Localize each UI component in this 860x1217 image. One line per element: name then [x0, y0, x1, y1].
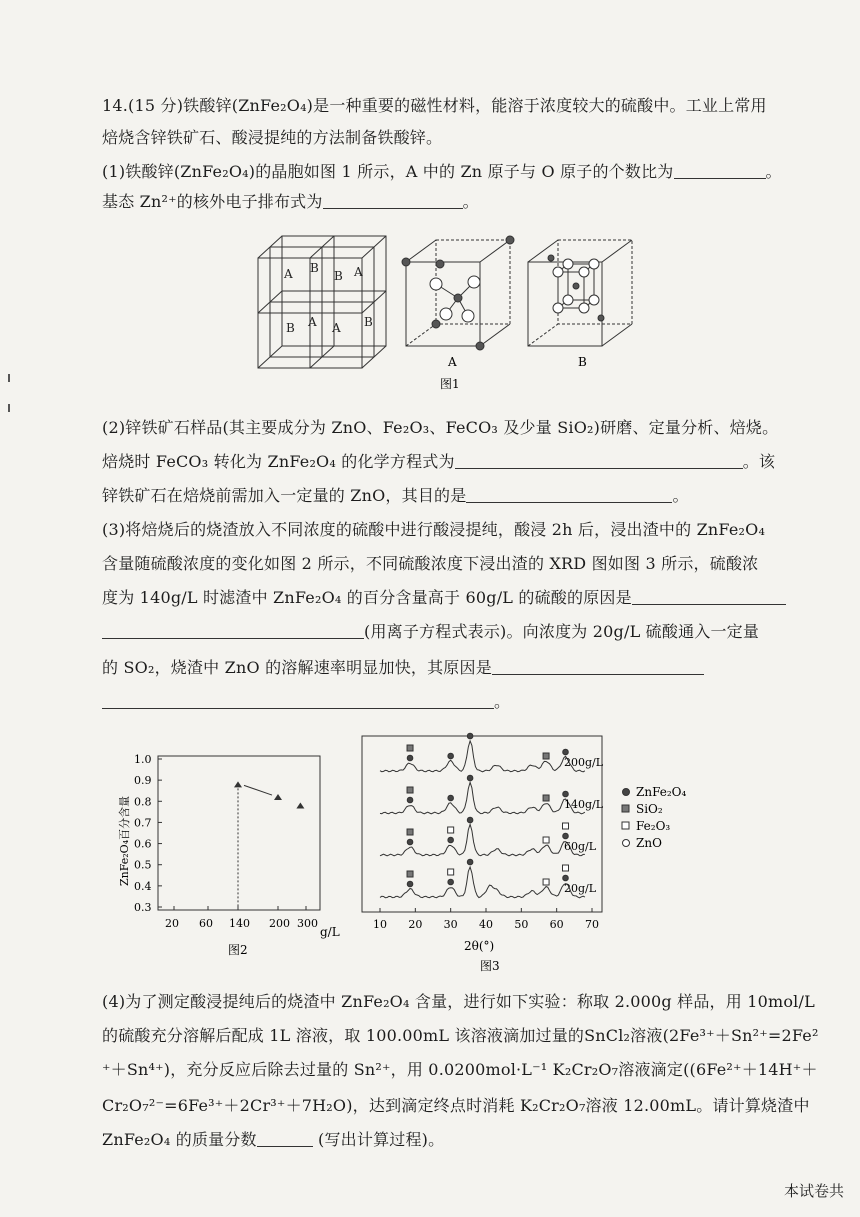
- square-marker: [407, 787, 413, 793]
- answer-blank-5[interactable]: [632, 590, 786, 605]
- part1-text-b: 基态 Zn²⁺的核外电子排布式为: [102, 192, 323, 211]
- part1-text-a: (1)铁酸锌(ZnFe₂O₄)的晶胞如图 1 所示，A 中的 Zn 原子与 O 原子的个数比为: [102, 162, 674, 181]
- data-point: [274, 794, 282, 800]
- filled-circle-marker: [448, 795, 454, 801]
- answer-blank-6[interactable]: [492, 660, 704, 675]
- x-tick-label: 50: [514, 918, 529, 931]
- square-marker: [407, 829, 413, 835]
- answer-blank-1[interactable]: [674, 164, 766, 179]
- part2-line-b: [102, 452, 775, 472]
- filled-circle-marker: [467, 817, 473, 823]
- filled-circle-marker: [407, 881, 413, 887]
- part1-end-b: 。: [462, 192, 479, 211]
- legend-hatched-square-icon: [622, 805, 629, 812]
- figure-2-caption: 图2: [228, 943, 248, 957]
- y-tick-label: 0.9: [134, 774, 152, 788]
- figure-2-xunit: g/L: [320, 925, 340, 939]
- margin-mark: [8, 404, 10, 412]
- answer-blank-7[interactable]: [257, 1132, 313, 1147]
- trace-label: 140g/L: [564, 798, 604, 811]
- cell-label: B: [334, 269, 343, 283]
- y-tick-label: 1.0: [134, 753, 152, 766]
- square-marker: [407, 745, 413, 751]
- square-marker: [543, 879, 549, 885]
- figure-3-caption: 图3: [480, 959, 500, 973]
- part4-line-e: [102, 1130, 444, 1150]
- part4-end-e: (写出计算过程)。: [312, 1130, 445, 1149]
- plot-frame: [158, 756, 320, 910]
- part2-end-b: 。该: [742, 452, 776, 471]
- part2-line-c: [102, 486, 689, 506]
- part1-line-a: [102, 162, 782, 182]
- part3-text-e: 的 SO₂，烧渣中 ZnO 的溶解速率明显加快，其原因是: [102, 658, 492, 677]
- part3-text-d: (用离子方程式表示)。向浓度为 20g/L 硫酸通入一定量: [364, 622, 760, 641]
- trend-arrow: [244, 785, 272, 795]
- question-line-1: 14.(15 分)铁酸锌(ZnFe₂O₄)是一种重要的磁性材料，能溶于浓度较大的硫酸中。工业上常用: [102, 96, 767, 115]
- answer-blank-6b[interactable]: [102, 694, 494, 709]
- filled-circle-marker: [563, 749, 569, 755]
- part3-line-e: [102, 658, 704, 678]
- x-tick-label: 200: [269, 917, 290, 930]
- trace-label: 60g/L: [564, 840, 597, 853]
- filled-circle-marker: [407, 839, 413, 845]
- part3-line-b: 含量随硫酸浓度的变化如图 2 所示，不同硫酸浓度下浸出渣的 XRD 图如图 3 所示，硫酸浓: [102, 554, 759, 573]
- part4-text-e: ZnFe₂O₄ 的质量分数: [102, 1130, 257, 1149]
- legend-open-circle-icon: [623, 840, 630, 847]
- filled-circle-marker: [467, 775, 473, 781]
- x-tick-label: 10: [373, 918, 387, 931]
- y-tick-label: 0.5: [134, 858, 152, 872]
- y-tick-label: 0.3: [134, 901, 152, 914]
- figure-1-caption: 图1: [440, 377, 460, 391]
- square-marker: [563, 865, 569, 871]
- part3-line-d: [102, 622, 759, 642]
- x-tick-label: 30: [443, 918, 458, 931]
- question-line-2: 焙烧含锌铁矿石、酸浸提纯的方法制备铁酸锌。: [102, 128, 443, 147]
- x-tick-label: 20: [408, 918, 423, 931]
- legend-open-square-icon: [622, 822, 629, 829]
- filled-circle-marker: [467, 859, 473, 865]
- part1-end-a: 。: [765, 162, 782, 181]
- part3-line-f: [102, 692, 510, 712]
- y-tick-label: 0.4: [134, 879, 152, 893]
- part3-text-c: 度为 140g/L 时滤渣中 ZnFe₂O₄ 的百分含量高于 60g/L 的硫酸的原因是: [102, 588, 632, 607]
- cell-label: A: [308, 315, 317, 329]
- trace-label: 20g/L: [564, 882, 597, 895]
- data-point: [296, 803, 304, 809]
- cell-b-label: B: [578, 355, 587, 369]
- x-tick-label: 20: [165, 917, 179, 930]
- y-tick-label: 0.7: [134, 816, 152, 830]
- filled-circle-marker: [448, 753, 454, 759]
- x-tick-label: 140: [229, 917, 250, 930]
- filled-circle-marker: [407, 755, 413, 761]
- x-tick-label: 60: [199, 917, 213, 930]
- answer-blank-3[interactable]: [455, 454, 743, 469]
- square-marker: [543, 837, 549, 843]
- part2-text-b: 焙烧时 FeCO₃ 转化为 ZnFe₂O₄ 的化学方程式为: [102, 452, 455, 471]
- filled-circle-marker: [563, 791, 569, 797]
- legend-label: ZnFe₂O₄: [636, 785, 687, 799]
- y-tick-label: 0.8: [134, 795, 152, 809]
- square-marker: [448, 869, 454, 875]
- figure-3-xrd: [360, 730, 730, 980]
- answer-blank-4[interactable]: [466, 488, 672, 503]
- filled-circle-marker: [467, 733, 473, 739]
- x-tick-label: 70: [585, 918, 599, 931]
- filled-circle-marker: [407, 797, 413, 803]
- legend-label: SiO₂: [636, 802, 663, 816]
- page-footer: 本试卷共: [783, 1182, 844, 1200]
- part4-line-d: Cr₂O₇²⁻=6Fe³⁺＋2Cr³⁺＋7H₂O)，达到滴定终点时消耗 K₂Cr₂O₇溶液 12.00mL。请计算烧渣中: [102, 1096, 810, 1115]
- x-tick-label: 60: [549, 918, 564, 931]
- cell-label: A: [284, 267, 293, 281]
- trace-label: 200g/L: [564, 756, 604, 769]
- part3-line-c: [102, 588, 786, 608]
- part1-line-b: [102, 192, 479, 212]
- part4-line-c: ⁺＋Sn⁴⁺)，充分反应后除去过量的 Sn²⁺，用 0.0200mol·L⁻¹ K₂Cr₂O₇溶液滴定((6Fe²⁺＋14H⁺＋: [102, 1060, 818, 1079]
- square-marker: [543, 753, 549, 759]
- answer-blank-2[interactable]: [323, 194, 463, 209]
- x-tick-label: 300: [297, 917, 318, 930]
- cell-label: A: [354, 265, 363, 279]
- y-tick-label: 0.6: [134, 837, 152, 851]
- square-marker: [407, 871, 413, 877]
- legend-label: Fe₂O₃: [636, 819, 671, 833]
- part4-line-b: 的硫酸充分溶解后配成 1L 溶液，取 100.00mL 该溶液滴加过量的SnCl₂溶液(2Fe³⁺＋Sn²⁺=2Fe²: [102, 1026, 819, 1045]
- cell-label: B: [364, 315, 373, 329]
- cell-label: B: [286, 321, 295, 335]
- figure-3-legend: [622, 785, 686, 850]
- cell-a-label: A: [448, 355, 457, 369]
- square-marker: [543, 795, 549, 801]
- square-marker: [563, 823, 569, 829]
- filled-circle-marker: [563, 875, 569, 881]
- figure-1-crystal-cells: [240, 226, 640, 396]
- x-tick-label: 40: [479, 918, 493, 931]
- part3-line-a: (3)将焙烧后的烧渣放入不同浓度的硫酸中进行酸浸提纯，酸浸 2h 后，浸出渣中的 ZnFe₂O₄: [102, 520, 766, 539]
- cell-label: A: [332, 321, 341, 335]
- filled-circle-marker: [448, 879, 454, 885]
- figure-3-xlabel: 2θ(°): [464, 939, 495, 953]
- figure-2-ylabel: ZnFe₂O₄百分含量: [118, 795, 131, 886]
- square-marker: [448, 827, 454, 833]
- data-point: [234, 781, 242, 787]
- part3-end-f: 。: [494, 692, 511, 711]
- part2-end-c: 。: [672, 486, 689, 505]
- filled-circle-marker: [563, 833, 569, 839]
- part2-line-a: (2)锌铁矿石样品(其主要成分为 ZnO、Fe₂O₃、FeCO₃ 及少量 SiO₂)研磨、定量分析、焙烧。: [102, 418, 779, 437]
- filled-circle-marker: [448, 837, 454, 843]
- answer-blank-5b[interactable]: [102, 624, 364, 639]
- legend-filled-circle-icon: [623, 789, 630, 796]
- part2-text-c: 锌铁矿石在焙烧前需加入一定量的 ZnO，其目的是: [102, 486, 467, 505]
- legend-label: ZnO: [636, 836, 662, 850]
- figure-2-chart: [106, 736, 356, 966]
- part4-line-a: (4)为了测定酸浸提纯后的烧渣中 ZnFe₂O₄ 含量，进行如下实验：称取 2.000g 样品，用 10mol/L: [102, 992, 815, 1011]
- cell-label: B: [310, 261, 319, 275]
- margin-mark: [8, 374, 10, 382]
